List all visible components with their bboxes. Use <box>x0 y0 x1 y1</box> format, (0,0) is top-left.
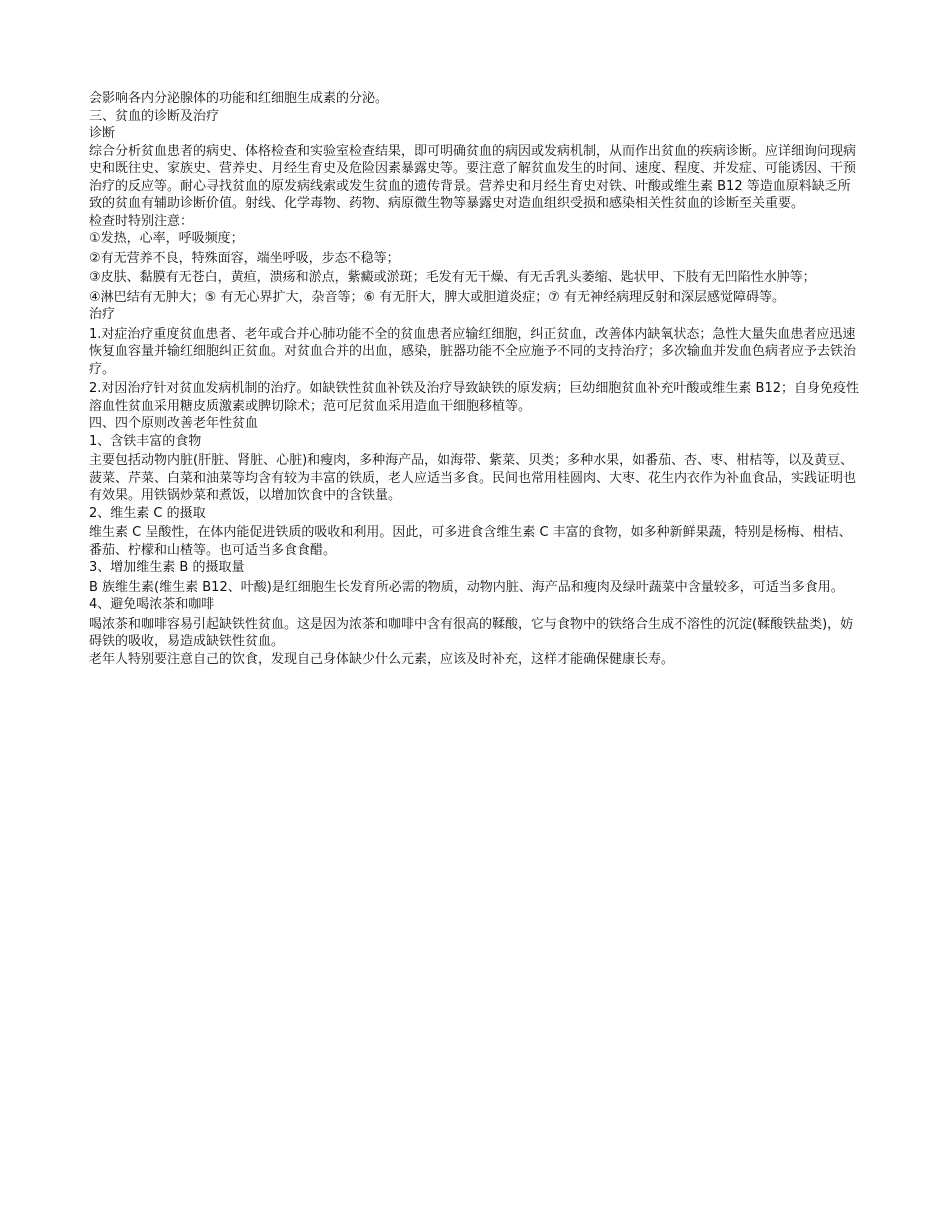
paragraph-iron-rich-food: 主要包括动物内脏(肝脏、肾脏、心脏)和瘦肉，多种海产品，如海带、紫菜、贝类；多种水果，如番茄、杏、枣、柑桔等，以及黄豆、菠菜、芹菜、白菜和油菜等均含有较为丰富的铁质，老人应适当多食。民间也常用桂圆肉、大枣、花生内衣作为补血食品，实践证明也有效果。用铁锅炒菜和煮饭，以增加饮食中的含铁量。 <box>89 453 857 503</box>
paragraph-diagnosis: 综合分析贫血患者的病史、体格检查和实验室检查结果，即可明确贫血的病因或发病机制，从而作出贫血的疾病诊断。应详细询问现病史和既往史、家族史、营养史、月经生育史及危险因素暴露史等。要注意了解贫血发生的时间、速度、程度、并发症、可能诱因、干预治疗的反应等。耐心寻找贫血的原发病线索或发生贫血的遗传背景。营养史和月经生育史对铁、叶酸或维生素 B12 等造血原料缺乏所致的贫血有辅助诊断价值。射线、化学毒物、药物、病原微生物等暴露史对造血组织受损和感染相关性贫血的诊断至关重要。 <box>89 143 857 211</box>
paragraph-avoid-tea-coffee: 喝浓茶和咖啡容易引起缺铁性贫血。这是因为浓茶和咖啡中含有很高的鞣酸，它与食物中的铁络合生成不溶性的沉淀(鞣酸铁盐类)，妨碍铁的吸收，易造成缺铁性贫血。 <box>89 616 854 649</box>
list-item-exam-3: ③皮肤、黏膜有无苍白，黄疸，溃疡和淤点，紫癜或淤斑；毛发有无干燥、有无舌乳头萎缩、匙状甲、下肢有无凹陷性水肿等； <box>89 270 816 285</box>
paragraph-exam-notes-heading: 检查时特别注意： <box>89 213 194 229</box>
paragraph-intro-continuation: 会影响各内分泌腺体的功能和红细胞生成素的分泌。 <box>89 91 389 106</box>
subheading-iron-rich-food: 1、含铁丰富的食物 <box>89 433 202 449</box>
list-item-exam-2: ②有无营养不良，特殊面容，端坐呼吸，步态不稳等； <box>89 250 400 266</box>
document-body <box>89 90 861 668</box>
subheading-vitamin-b: 3、增加维生素 B 的摄取量 <box>89 560 245 575</box>
paragraph-treatment-1: 1.对症治疗重度贫血患者、老年或合并心肺功能不全的贫血患者应输红细胞，纠正贫血，改善体内缺氧状态；急性大量失血患者应迅速恢复血容量并输红细胞纠正贫血。对贫血合并的出血，感染，脏器功能不全应施予不同的支持治疗；多次输血并发血色病者应予去铁治疗。 <box>89 326 857 377</box>
paragraph-vitamin-c: 维生素 C 呈酸性，在体内能促进铁质的吸收和利用。因此，可多进食含维生素 C 丰富的食物，如多种新鲜果蔬，特别是杨梅、柑桔、番茄、柠檬和山楂等。也可适当多食食醋。 <box>89 525 852 558</box>
subheading-diagnosis: 诊断 <box>89 126 116 141</box>
paragraph-treatment-2: 2.对因治疗针对贫血发病机制的治疗。如缺铁性贫血补铁及治疗导致缺铁的原发病；巨幼细胞贫血补充叶酸或维生素 B12；自身免疫性溶血性贫血采用糖皮质激素或脾切除术；范可尼贫血采用造血干细胞移植等。 <box>89 381 859 414</box>
list-item-exam-1: ①发热，心率，呼吸频度； <box>89 231 244 246</box>
list-item-exam-4: ④淋巴结有无肿大；⑤ 有无心界扩大，杂音等；⑥ 有无肝大，脾大或胆道炎症；⑦ 有无神经病理反射和深层感觉障碍等。 <box>89 289 786 305</box>
section-heading-diagnosis-treatment: 三、贫血的诊断及治疗 <box>89 108 220 124</box>
subheading-treatment: 治疗 <box>89 307 116 322</box>
paragraph-conclusion: 老年人特别要注意自己的饮食，发现自己身体缺少什么元素，应该及时补充，这样才能确保健康长寿。 <box>89 651 675 667</box>
section-heading-four-principles: 四、四个原则改善老年性贫血 <box>89 416 259 431</box>
subheading-avoid-tea-coffee: 4、避免喝浓茶和咖啡 <box>89 597 215 612</box>
paragraph-vitamin-b: B 族维生素(维生素 B12、叶酸)是红细胞生长发育所必需的物质，动物内脏、海产品和瘦肉及绿叶蔬菜中含量较多，可适当多食用。 <box>89 579 844 595</box>
subheading-vitamin-c: 2、维生素 C 的摄取 <box>89 505 206 521</box>
